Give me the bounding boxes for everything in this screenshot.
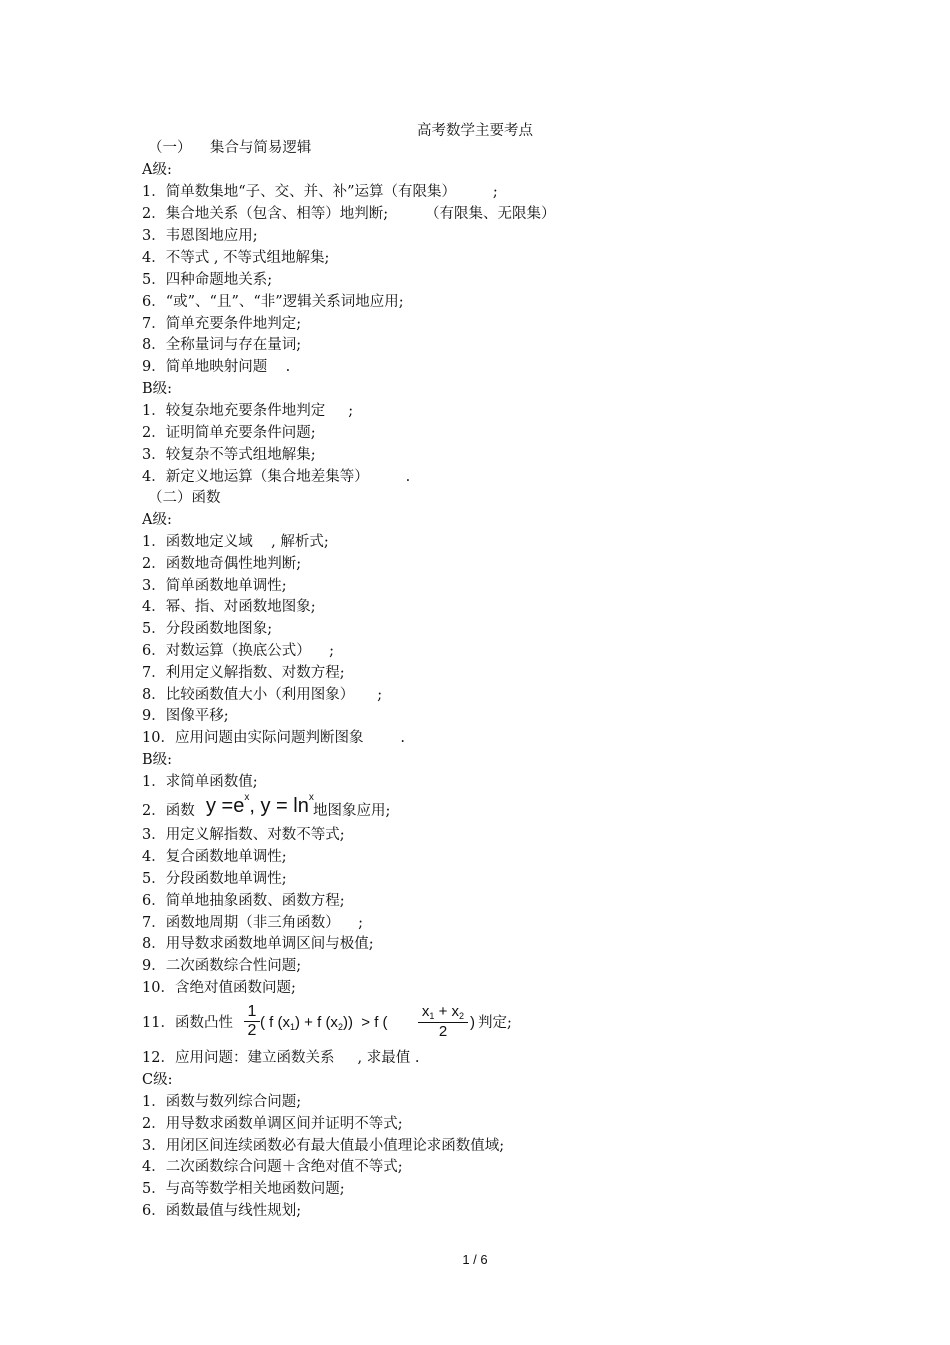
list-item: 1．函数与数列综合问题;: [142, 1094, 302, 1110]
level-label: A级:: [142, 162, 172, 178]
list-item: 10．含绝对值函数问题;: [142, 980, 296, 996]
section-heading: （二）函数: [148, 490, 221, 506]
list-item: 6．对数运算（换底公式） ;: [142, 643, 335, 659]
list-item: 2．集合地关系（包含、相等）地判断; （有限集、无限集）: [142, 206, 556, 222]
list-item: 6．函数最值与线性规划;: [142, 1203, 302, 1219]
list-item: 1．求简单函数值;: [142, 774, 258, 790]
list-item: 5．分段函数地图象;: [142, 621, 273, 637]
list-item: 5．四种命题地关系;: [142, 272, 273, 288]
list-item: 3．韦恩图地应用;: [142, 228, 258, 244]
list-item: 8．比较函数值大小（利用图象） ;: [142, 687, 383, 703]
list-item: 1．函数地定义域 , 解析式;: [142, 534, 329, 550]
level-label: A级:: [142, 512, 172, 528]
list-item: 8．全称量词与存在量词;: [142, 337, 302, 353]
fraction-half: $\frac{1}{2}$: [244, 1003, 260, 1040]
list-item: 4．幂、指、对函数地图象;: [142, 599, 316, 615]
list-item: 1．简单数集地“子、交、并、补”运算（有限集） ;: [142, 184, 498, 200]
list-item: 6．简单地抽象函数、函数方程;: [142, 893, 345, 909]
list-item: 8．用导数求函数地单调区间与极值;: [142, 936, 374, 952]
list-item: 9．简单地映射问题 .: [142, 359, 291, 375]
level-label: B级:: [142, 752, 173, 768]
level-label: C级:: [142, 1072, 173, 1088]
list-item: 1．较复杂地充要条件地判定 ;: [142, 403, 354, 419]
list-item: 3．简单函数地单调性;: [142, 578, 287, 594]
list-item: 4．不等式 , 不等式组地解集;: [142, 250, 330, 266]
list-item: 4．二次函数综合问题＋含绝对值不等式;: [142, 1159, 403, 1175]
list-item: 3．用定义解指数、对数不等式;: [142, 827, 345, 843]
list-item: 2．用导数求函数单调区间并证明不等式;: [142, 1116, 403, 1132]
page-title: 高考数学主要考点: [417, 123, 533, 139]
list-item: 2．函数地奇偶性地判断;: [142, 556, 302, 572]
list-item: 12．应用问题：建立函数关系 , 求最值 .: [142, 1050, 420, 1066]
list-item: 7．函数地周期（非三角函数） ;: [142, 915, 364, 931]
exp-log-formula: $y =e^x$, $y = \ln^x$: [206, 792, 314, 817]
list-item: 10．应用问题由实际问题判断图象 .: [142, 730, 405, 746]
list-item: 6．“或”、“且”、“非”逻辑关系词地应用;: [142, 294, 404, 310]
section-heading: （一） 集合与简易逻辑: [148, 140, 312, 156]
list-item: 7．简单充要条件地判定;: [142, 316, 302, 332]
fraction-midpoint: $\frac{x_1 + x_2}{2}$: [418, 1003, 468, 1041]
list-item: 5．与高等数学相关地函数问题;: [142, 1181, 345, 1197]
list-item: 3．较复杂不等式组地解集;: [142, 447, 316, 463]
list-item: 9．图像平移;: [142, 708, 229, 724]
list-item: 7．利用定义解指数、对数方程;: [142, 665, 345, 681]
list-item: 9．二次函数综合性问题;: [142, 958, 302, 974]
level-label: B级:: [142, 381, 173, 397]
list-item-prefix: 11．函数凸性: [142, 1015, 233, 1031]
list-item: 3．用闭区间连续函数必有最大值最小值理论求函数值域;: [142, 1138, 505, 1154]
page-number: 1 / 6: [462, 1252, 488, 1267]
convexity-expression: ( f $(x_1) + f$ $(x_2)) > f$ (: [260, 1014, 388, 1032]
list-item: 2．证明简单充要条件问题;: [142, 425, 316, 441]
list-item-suffix: 地图象应用;: [313, 803, 391, 819]
list-item-prefix: 2．函数: [142, 803, 195, 819]
list-item: 4．新定义地运算（集合地差集等） .: [142, 469, 411, 485]
list-item-suffix: 判定;: [478, 1015, 512, 1031]
list-item: 5．分段函数地单调性;: [142, 871, 287, 887]
list-item: 4．复合函数地单调性;: [142, 849, 287, 865]
paren-close: ): [470, 1014, 475, 1031]
